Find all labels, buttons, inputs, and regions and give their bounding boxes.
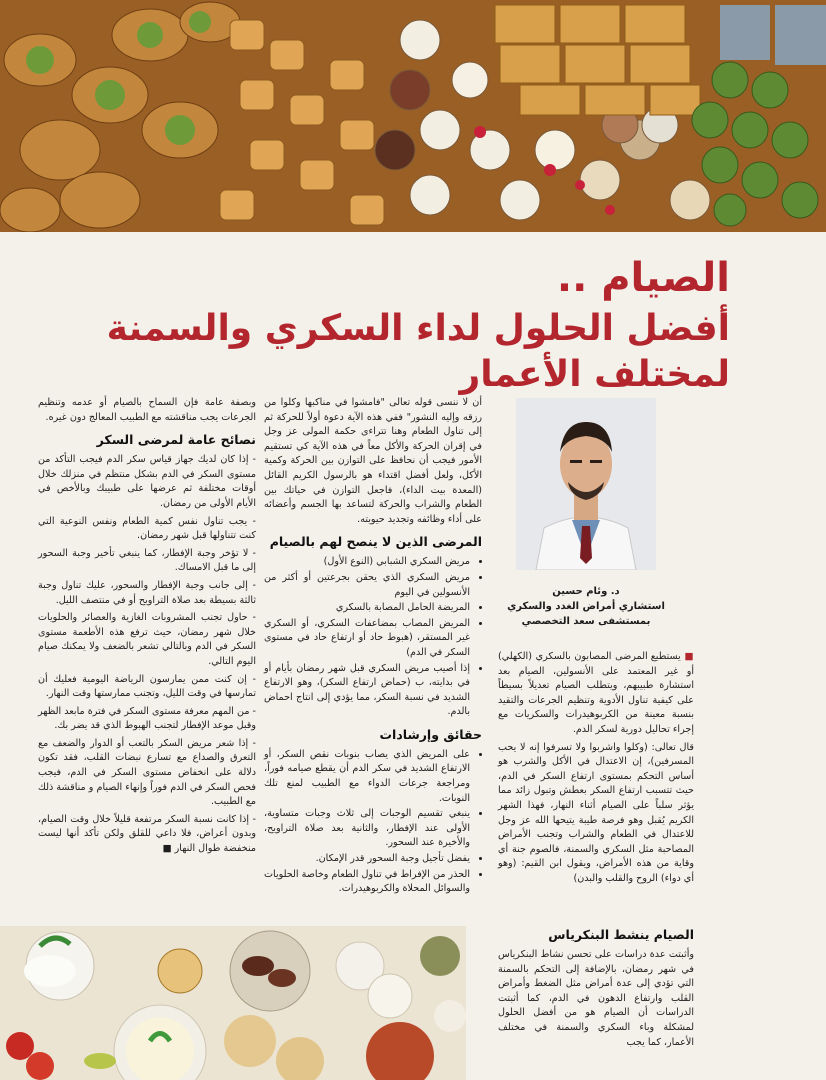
list-item: • مريض السكري الشبابي (النوع الأول) [264, 555, 470, 570]
tip-item: - من المهم معرفة مستوى السكر في فترة مابعد الظهر وقبل موعد الإفطار لتجنب الهبوط الذي قد يضر بك. [38, 705, 256, 732]
tip-text: إلى جانب وجبة الإفطار والسحور، عليك تناول وجبة ثالثة بسيطة بعد صلاة التراويح أو في منتصف الليل. [38, 579, 256, 606]
tip-text: إن كنت ممن يمارسون الرياضة اليومية فعليك أن تمارسها في وقت الليل، وتجنب ممارستها وقت النهار. [38, 673, 256, 700]
list-item: • المريض المصاب بمضاعفات السكري، أو السكري غير المستقر، (هبوط حاد أو ارتفاع حاد في مستوى السكر في الدم) [264, 617, 470, 661]
pancreas-paragraph: وأثبتت عدة دراسات على تحسن نشاط البنكرياس في شهر رمضان، بالإضافة إلى التحكم بالسمنة التي تؤدي إلى عدة أمراض مثل الضغط وأمراض القلب وارتفاع الدهون في الدم، كما أثبتت الدراسات أن الصيام هو من أفضل الحلول لمشكلة وباء السكري والسمنة في مختلف الأعمار، كما يجب [498, 949, 694, 1048]
not-recommended-heading: المرضى الذين لا ينصح لهم بالصيام [269, 534, 482, 550]
author-name: د. وئام حسين [552, 586, 620, 597]
bottom-iftar-photo [0, 926, 466, 1080]
author-role: استشاري أمراض الغدد والسكري [507, 601, 665, 612]
not-recommended-list [264, 555, 482, 720]
right-column-intro [498, 650, 694, 890]
tip-item: - إذا كان لديك جهاز قياس سكر الدم فيجب التأكد من مستوى السكر في الدم بشكل منتظم في منزلك خلال أوقات مختلفة ثم عرضها على طبيبك وبالأخص في الأيام الأولى من رمضان. [38, 454, 256, 509]
tip-text: من المهم معرفة مستوى السكر في فترة مابعد الظهر وقبل موعد الإفطار لتجنب الهبوط الذي قد يضر بك. [38, 705, 256, 732]
tip-item: - إن كنت ممن يمارسون الرياضة اليومية فعليك أن تمارسها في وقت الليل، وتجنب ممارستها وقت النهار. [38, 673, 256, 700]
paragraph-start-square-icon: ■ [680, 651, 694, 662]
iftar-illustration [0, 926, 466, 1080]
tip-item: - حاول تجنب المشروبات الغازية والعصائر والحلويات خلال شهر رمضان، حيث ترفع هذه الأطعمة مستوى السكر في الدم وبالتالي تشعر بالضعف ولا يمكنك صيام اليوم التالي. [38, 612, 256, 667]
middle-paragraph-1: أن لا ننسى قوله تعالى "فامشوا في مناكبها وكلوا من رزقه وإليه النشور" ففي هذه الآية دعوة أولاً للحركة ثم إلى تناول الطعام وهنا تتراءى حكمة المولى عز وجل في إقران الحركة والأكل معاً في هذه الآية كي تستقيم الأمور فيجب أن نحافظ على التوازن بين الحركة وكمية الأكل، ولعل أفضل اقتداء هو بالرسول الكريم القائل (المعدة بيت الداء)، فاجعل التوازن في حياتك بين الطعام والشراب والحركة لتساعد بها الجسم وأعضائه على أداء وظائفه وتجديد حيويته. [264, 397, 482, 525]
list-item: • مريض السكري الذي يحقن بجرعتين أو أكثر من الأنسولين في اليوم [264, 571, 470, 600]
pastries-illustration [0, 0, 826, 232]
tip-text: لا تؤخر وجبة الإفطار، كما ينبغي تأخير وجبة السحور إلى ما قبل الامساك. [38, 547, 256, 574]
headline-line-2: أفضل الحلول لداء السكري والسمنة لمختلف الأعمار [106, 308, 730, 395]
author-portrait [516, 398, 656, 570]
facts-heading: حقائق وإرشادات [379, 726, 482, 742]
facts-list [264, 748, 482, 897]
tip-item: - إذا شعر مريض السكر بالتعب أو الدوار والضعف مع التعرق والصداع مع تسارع نبضات القلب، فقد تكون دلالة على انخفاض مستوى السكر في الدم، فيجب فحص السكر في الدم فوراً وإنهاء الصيام و مناقشة ذلك مع الطبيب. [38, 737, 256, 808]
tip-text: إذا كانت نسبة السكر مرتفعة قليلاً خلال وقت الصيام، وبدون أعراض، فلا داعي للقلق ولكن تأكد أنها ليست منخفضة طوال النهار [38, 813, 256, 855]
list-item: • الحذر من الإفراط في تناول الطعام وخاصة الحلويات والسوائل المحلاة والكربوهيدرات. [264, 868, 470, 897]
top-pastries-photo [0, 0, 826, 232]
tips-heading: نصائح عامة لمرضى السكر [96, 432, 256, 448]
list-item: • إذا أصيب مريض السكري قبل شهر رمضان بأيام أو في بدايته، ب (حماض ارتفاع السكر)، وهو الارتفاع الشديد في نسبة السكر، مما يؤدي إلى انتاج احماض بالدم. [264, 662, 470, 720]
list-item: • يفضل تأجيل وجبة السحور قدر الإمكان. [264, 852, 470, 867]
left-column [38, 396, 256, 860]
tip-text: إذا شعر مريض السكر بالتعب أو الدوار والضعف مع التعرق والصداع مع تسارع نبضات القلب، فقد تكون دلالة على انخفاض مستوى السكر في الدم، فيجب فحص السكر في الدم فوراً وإنهاء الصيام و مناقشة ذلك مع الطبيب. [38, 737, 256, 808]
list-item: • المريضة الحامل المصابة بالسكري [264, 601, 470, 616]
right-column-pancreas [498, 920, 694, 1053]
headline-line-1: الصيام .. [556, 255, 730, 301]
author-hospital: بمستشفى سعد التخصصي [521, 616, 651, 627]
intro-paragraph-2: قال تعالى: (وكلوا واشربوا ولا تسرفوا إنه لا يحب المسرفين)، إن الاعتدال في الأكل والشرب هو أساس التحكم بمستوى ارتفاع السكر في الدم، حيث تتسبب ارتفاع السكر بعطش وتبول زائد مما يؤثر سلباً على الصيام أثناء النهار، فهذا الشهر الكريم يُقبل وهو فرصة طيبة يتيحها الله عز وجل للاعتدال في الطعام والشراب وتجنب الأمراض المصاحبة مثل السكري والسمنة، فالصوم جنة أي وقاية من هذه الأمراض، ويقول ابن القيم: (وهو أي دواء) الروح والقلب والبدن) [498, 741, 694, 884]
list-item: • ينبغي تقسيم الوجبات إلى ثلاث وجبات متساوية، الأولى عند الإفطار، والثانية بعد صلاة التراويح، والأخيرة عند السحور. [264, 807, 470, 851]
middle-column [264, 396, 482, 898]
pancreas-heading: الصيام ينشط البنكرياس [548, 927, 694, 942]
tip-item: - إذا كانت نسبة السكر مرتفعة قليلاً خلال وقت الصيام، وبدون أعراض، فلا داعي للقلق ولكن تأكد أنها ليست منخفضة طوال النهار ■ [38, 813, 256, 855]
intro-paragraph-1-text: يستطيع المرضى المصابون بالسكري (الكهلي) أو غير المعتمد على الأنسولين، الصيام بعد استشارة طبيبهم، ويتطلب الصيام تعديلاً بسيطاً على كيفية تناول الأدوية وتنظيم الجرعات والتقيد بنسبة معينة من الكربوهيدرات والسكريات مع إجراء تحاليل دورية لسكر الدم. [498, 651, 694, 735]
tip-text: حاول تجنب المشروبات الغازية والعصائر والحلويات خلال شهر رمضان، حيث ترفع هذه الأطعمة مستوى السكر في الدم وبالتالي تشعر بالضعف ولا يمكنك صيام اليوم التالي. [38, 612, 256, 667]
article-headline [0, 254, 730, 398]
author-portrait-illustration [516, 398, 656, 570]
list-item: • على المريض الذي يصاب بنوبات نقص السكر، أو الارتفاع الشديد في سكر الدم أن يقطع صيامه فوراً، ومراجعة جرعات الدواء مع الطبيب لمنع تلك النوبات. [264, 748, 470, 806]
tip-item: - يجب تناول نفس كمية الطعام ونفس النوعية التي كنت تتناولها قبل شهر رمضان. [38, 515, 256, 542]
tip-item: - إلى جانب وجبة الإفطار والسحور، عليك تناول وجبة ثالثة بسيطة بعد صلاة التراويح أو في منتصف الليل. [38, 579, 256, 606]
tip-text: إذا كان لديك جهاز قياس سكر الدم فيجب التأكد من مستوى السكر في الدم بشكل منتظم في منزلك خلال أوقات مختلفة ثم عرضها على طبيبك وبالأخص في الأيام الأولى من رمضان. [38, 454, 256, 509]
tip-item: - لا تؤخر وجبة الإفطار، كما ينبغي تأخير وجبة السحور إلى ما قبل الامساك. [38, 547, 256, 574]
end-mark-icon: ■ [162, 843, 172, 855]
left-paragraph-1: وبصفة عامة فإن السماح بالصيام أو عدمه وتنظيم الجرعات يجب مناقشته مع الطبيب المعالج دون غيره. [38, 397, 256, 423]
author-caption [500, 584, 672, 629]
intro-paragraph-1 [498, 650, 694, 738]
tip-text: يجب تناول نفس كمية الطعام ونفس النوعية التي كنت تتناولها قبل شهر رمضان. [38, 515, 256, 542]
